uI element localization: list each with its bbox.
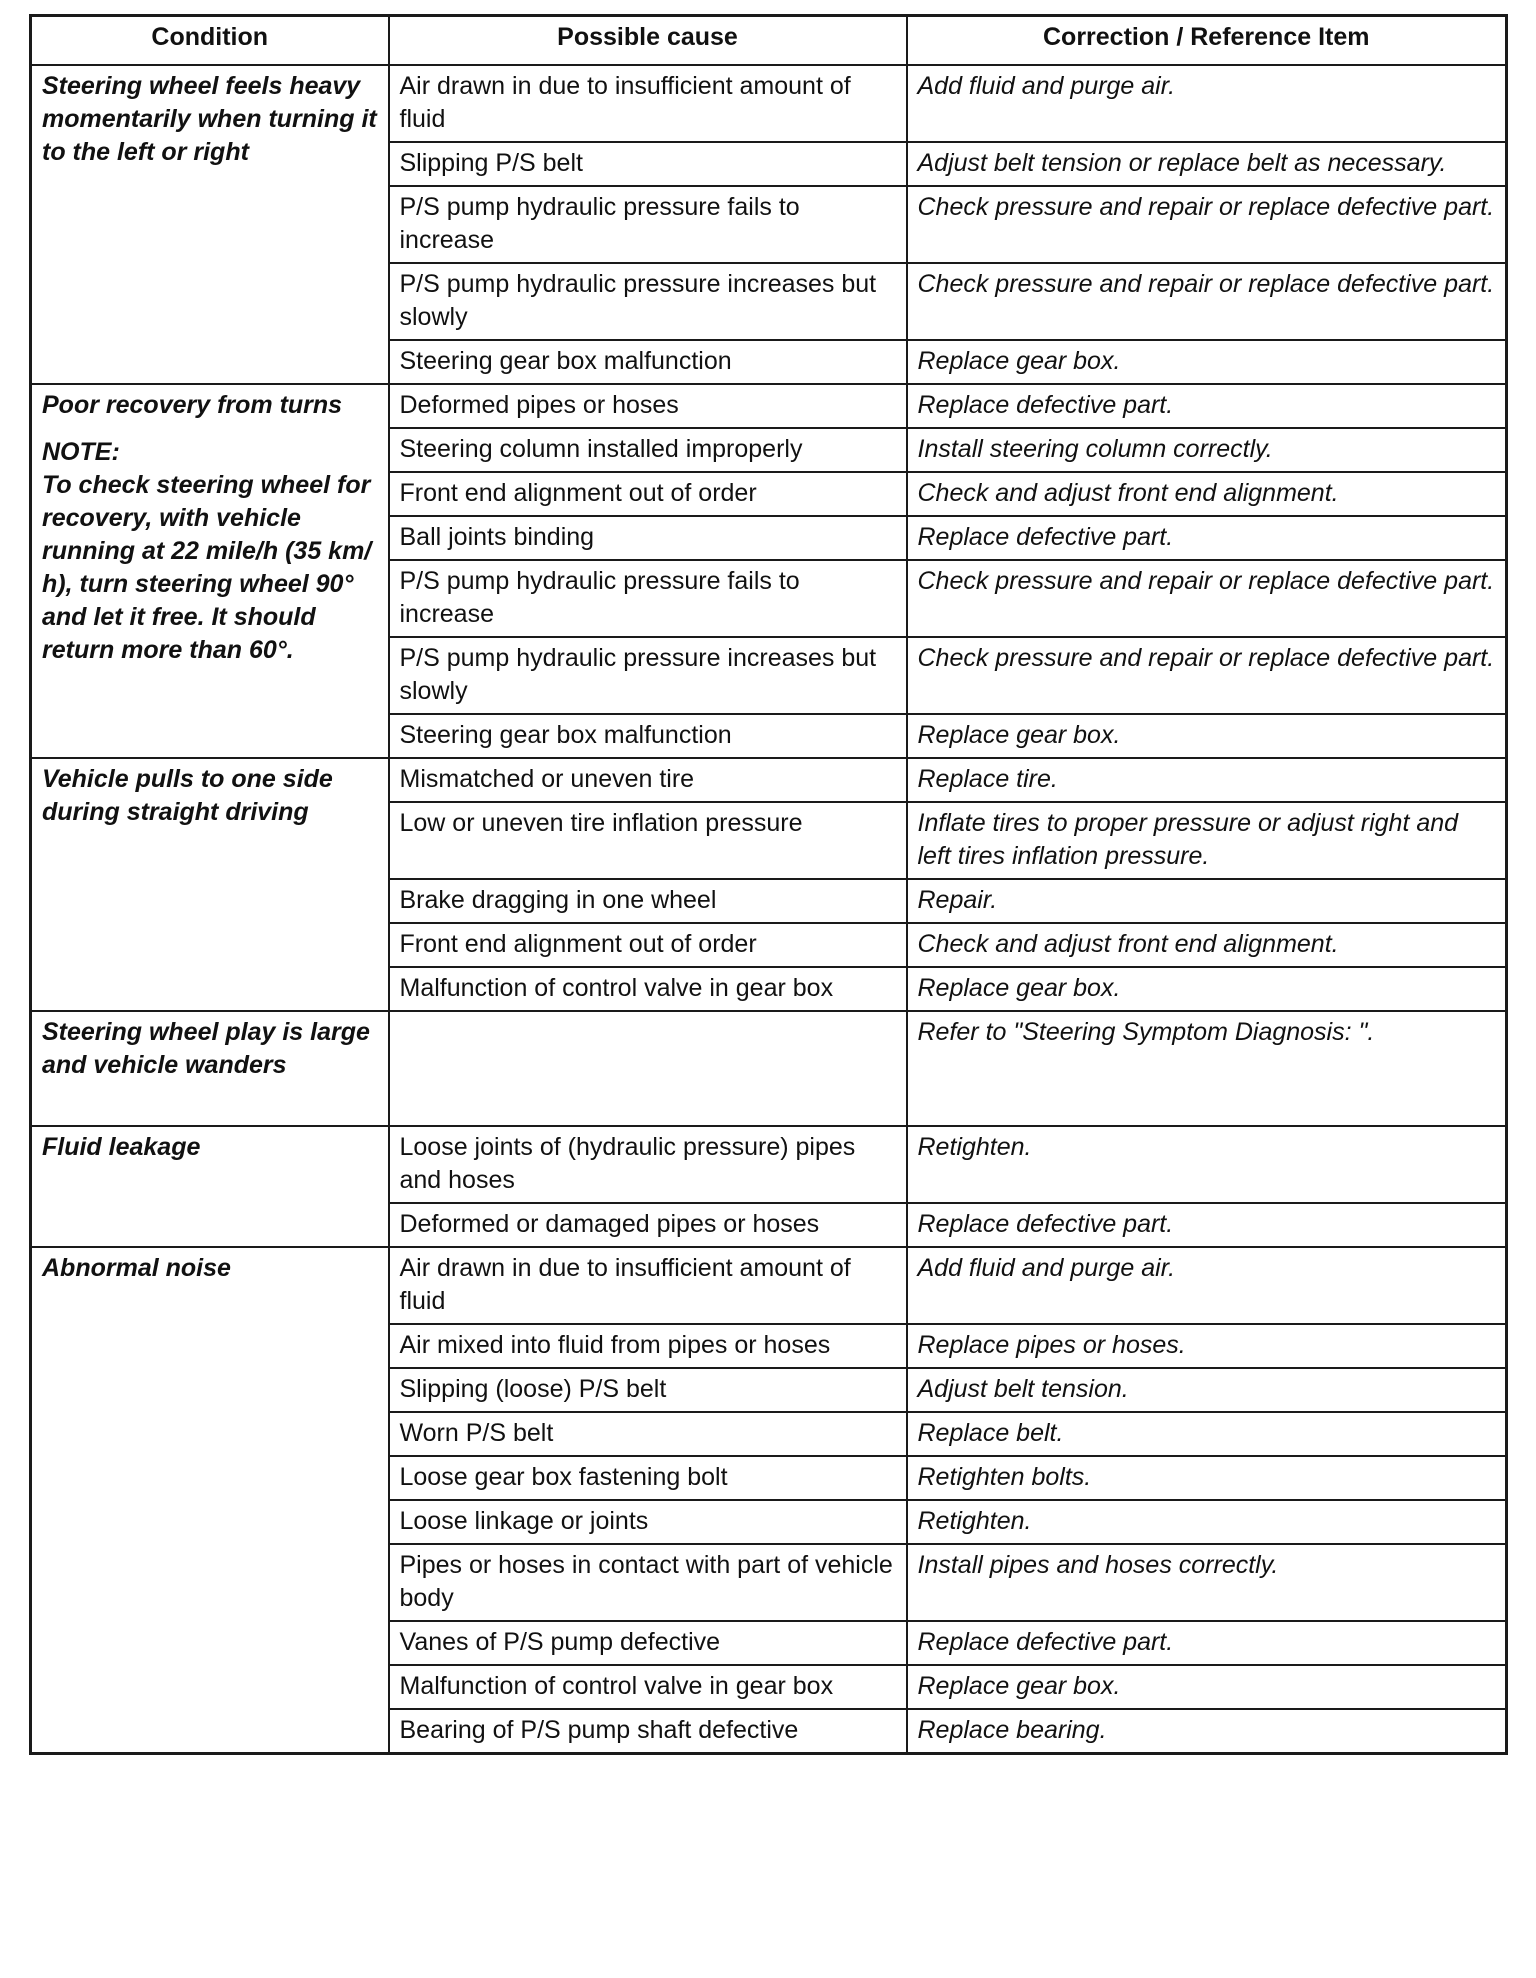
possible-cause-cell: Malfunction of control valve in gear box: [389, 1665, 907, 1709]
possible-cause-cell: Low or uneven tire inflation pressure: [389, 802, 907, 879]
possible-cause-cell: Deformed pipes or hoses: [389, 384, 907, 428]
note-body: To check steering wheel for recovery, with vehicle running at 22 mile/h (35 km/ h), turn steering wheel 90° and let it free. It should return more than 60°.: [42, 471, 372, 664]
table-row: [31, 758, 1507, 802]
possible-cause-cell: Brake dragging in one wheel: [389, 879, 907, 923]
table-row: [31, 1247, 1507, 1324]
possible-cause-cell: Air drawn in due to insufficient amount of fluid: [389, 65, 907, 142]
correction-cell: Replace defective part.: [907, 1203, 1507, 1247]
possible-cause-cell: Steering gear box malfunction: [389, 714, 907, 758]
correction-cell: Install steering column correctly.: [907, 428, 1507, 472]
possible-cause-cell: Front end alignment out of order: [389, 923, 907, 967]
possible-cause-cell: Worn P/S belt: [389, 1412, 907, 1456]
possible-cause-cell: [389, 1011, 907, 1126]
possible-cause-cell: Front end alignment out of order: [389, 472, 907, 516]
possible-cause-cell: Slipping P/S belt: [389, 142, 907, 186]
header-possible-cause: Possible cause: [389, 16, 907, 66]
header-condition: Condition: [31, 16, 389, 66]
condition-cell: [31, 758, 389, 1011]
condition-cell: [31, 1011, 389, 1126]
correction-cell: Replace gear box.: [907, 714, 1507, 758]
table-row: [31, 1011, 1507, 1126]
condition-text: Steering wheel feels heavy momentarily when turning it to the left or right: [42, 72, 377, 166]
correction-cell: Replace gear box.: [907, 340, 1507, 384]
correction-cell: Retighten bolts.: [907, 1456, 1507, 1500]
correction-cell: Check and adjust front end alignment.: [907, 472, 1507, 516]
correction-cell: Check pressure and repair or replace defective part.: [907, 263, 1507, 340]
correction-cell: Adjust belt tension.: [907, 1368, 1507, 1412]
possible-cause-cell: Air mixed into fluid from pipes or hoses: [389, 1324, 907, 1368]
possible-cause-cell: P/S pump hydraulic pressure increases but slowly: [389, 263, 907, 340]
table-row: [31, 384, 1507, 428]
possible-cause-cell: Loose joints of (hydraulic pressure) pipes and hoses: [389, 1126, 907, 1203]
correction-cell: Replace gear box.: [907, 967, 1507, 1011]
condition-cell: [31, 384, 389, 758]
table-body: [31, 65, 1507, 1754]
possible-cause-cell: Malfunction of control valve in gear box: [389, 967, 907, 1011]
condition-text: Abnormal noise: [42, 1254, 231, 1282]
note-title: NOTE:: [42, 438, 120, 466]
correction-cell: Replace bearing.: [907, 1709, 1507, 1754]
correction-cell: Replace defective part.: [907, 1621, 1507, 1665]
correction-cell: Check pressure and repair or replace defective part.: [907, 186, 1507, 263]
correction-cell: Replace defective part.: [907, 384, 1507, 428]
correction-cell: Adjust belt tension or replace belt as necessary.: [907, 142, 1507, 186]
correction-cell: Add fluid and purge air.: [907, 65, 1507, 142]
possible-cause-cell: Loose linkage or joints: [389, 1500, 907, 1544]
correction-cell: Repair.: [907, 879, 1507, 923]
possible-cause-cell: Air drawn in due to insufficient amount of fluid: [389, 1247, 907, 1324]
possible-cause-cell: Steering column installed improperly: [389, 428, 907, 472]
header-row: [31, 16, 1507, 66]
correction-cell: Replace pipes or hoses.: [907, 1324, 1507, 1368]
condition-text: Steering wheel play is large and vehicle wanders: [42, 1018, 370, 1079]
condition-cell: [31, 65, 389, 384]
possible-cause-cell: Deformed or damaged pipes or hoses: [389, 1203, 907, 1247]
diagnosis-table: [29, 14, 1508, 1755]
condition-text: Poor recovery from turns: [42, 391, 343, 419]
possible-cause-cell: Steering gear box malfunction: [389, 340, 907, 384]
condition-text: Vehicle pulls to one side during straight driving: [42, 765, 333, 826]
correction-cell: Add fluid and purge air.: [907, 1247, 1507, 1324]
correction-cell: Check pressure and repair or replace defective part.: [907, 560, 1507, 637]
condition-text: Fluid leakage: [42, 1133, 201, 1161]
correction-cell: Retighten.: [907, 1500, 1507, 1544]
possible-cause-cell: Vanes of P/S pump defective: [389, 1621, 907, 1665]
possible-cause-cell: Mismatched or uneven tire: [389, 758, 907, 802]
correction-cell: Inflate tires to proper pressure or adjust right and left tires inflation pressure.: [907, 802, 1507, 879]
correction-cell: Retighten.: [907, 1126, 1507, 1203]
correction-cell: Replace tire.: [907, 758, 1507, 802]
possible-cause-cell: Ball joints binding: [389, 516, 907, 560]
possible-cause-cell: P/S pump hydraulic pressure fails to increase: [389, 186, 907, 263]
possible-cause-cell: P/S pump hydraulic pressure fails to increase: [389, 560, 907, 637]
table-row: [31, 65, 1507, 142]
possible-cause-cell: Slipping (loose) P/S belt: [389, 1368, 907, 1412]
correction-cell: Replace gear box.: [907, 1665, 1507, 1709]
correction-cell: Replace belt.: [907, 1412, 1507, 1456]
possible-cause-cell: Bearing of P/S pump shaft defective: [389, 1709, 907, 1754]
condition-cell: [31, 1247, 389, 1754]
possible-cause-cell: Pipes or hoses in contact with part of vehicle body: [389, 1544, 907, 1621]
table-row: [31, 1126, 1507, 1203]
correction-cell: Check pressure and repair or replace defective part.: [907, 637, 1507, 714]
correction-cell: Check and adjust front end alignment.: [907, 923, 1507, 967]
correction-cell: Replace defective part.: [907, 516, 1507, 560]
correction-cell: Refer to "Steering Symptom Diagnosis: ".: [907, 1011, 1507, 1126]
possible-cause-cell: Loose gear box fastening bolt: [389, 1456, 907, 1500]
possible-cause-cell: P/S pump hydraulic pressure increases but slowly: [389, 637, 907, 714]
condition-cell: [31, 1126, 389, 1247]
header-correction: Correction / Reference Item: [907, 16, 1507, 66]
correction-cell: Install pipes and hoses correctly.: [907, 1544, 1507, 1621]
